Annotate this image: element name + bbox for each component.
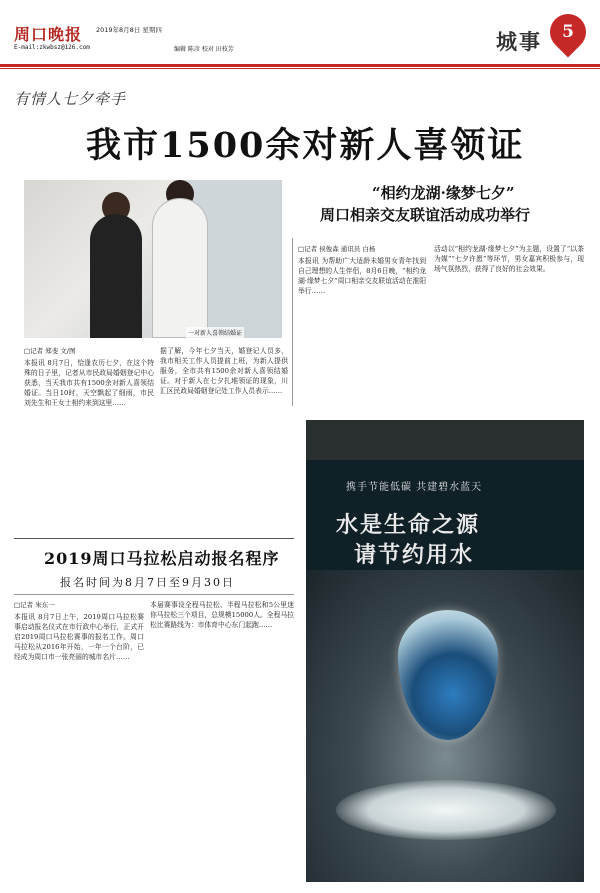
lead-headline: 我市1500余对新人喜领证 xyxy=(86,125,525,166)
ad-slogan: 携手节能低碳 共建碧水蓝天 xyxy=(346,482,483,493)
lead-photo xyxy=(24,180,282,338)
side-headline-line2: 周口相亲交友联谊活动成功举行 xyxy=(320,206,531,224)
ad-headline-line2: 请节约用水 xyxy=(354,543,475,568)
page-header xyxy=(0,0,600,70)
lead-column-1: 本报讯 8月7日，恰逢农历七夕，在这个特殊的日子里，记者从市民政局婚姻登记中心获悉，当天我市共有1500余对新人喜领结婚证。当日10时，天空飘起了细雨，市民刘先生和王女士相约来到这里…… xyxy=(24,359,154,407)
header-divider xyxy=(0,64,600,67)
section-divider xyxy=(14,538,294,539)
issue-date: 2019年8月8日 星期四 xyxy=(96,26,162,34)
marathon-subheadline: 报名时间为8月7日至9月30日 xyxy=(60,576,235,589)
marathon-headline: 2019周口马拉松启动报名程序 xyxy=(44,549,280,568)
water-splash-icon xyxy=(336,780,556,840)
marathon-divider xyxy=(14,594,294,595)
lead-column-2: 据了解，今年七夕当天，婚登记人员多，我市相关工作人员提前上班，为新人提供服务，全市共有1500余对新人喜领结婚证。对于新人在七夕扎堆领证的现象，川汇区民政局婚姻登记处工作人员表示…… xyxy=(160,347,288,395)
lead-byline: □记者 郑斐 文/图 xyxy=(24,347,76,355)
side-column-1: 本报讯 为帮助广大适龄未婚男女青年找到自己理想的人生伴侣，8月6日晚，“相约龙湖·缘梦七夕”周口相亲交友联谊活动在淮阳举行…… xyxy=(298,257,426,295)
person-bride xyxy=(90,214,142,338)
marathon-column-2: 本届赛事设全程马拉松、半程马拉松和5公里迷你马拉松三个项目，总规模15000人。全程马拉松比赛路线为：市体育中心东门起跑…… xyxy=(150,601,294,629)
person-groom xyxy=(152,198,208,338)
section-title: 城事 xyxy=(496,29,542,54)
photo-caption: 一对新人喜领结婚证 xyxy=(186,327,244,338)
header-divider-thin xyxy=(0,68,600,69)
water-saving-ad xyxy=(306,420,584,882)
column-divider xyxy=(292,238,293,406)
side-headline-line1: “相约龙湖·缘梦七夕” xyxy=(372,184,515,202)
ad-headline-line1: 水是生命之源 xyxy=(336,513,481,538)
masthead-logo: 周口晚报 xyxy=(14,25,83,44)
side-column-2: 活动以“相约龙湖·缘梦七夕”为主题，设置了“以茶为媒”“七夕许愿”等环节，男女嘉宾积极参与，现场气氛热烈，获得了良好的社会效果。 xyxy=(434,245,584,273)
marathon-column-1: 本报讯 8月7日上午，2019周口马拉松赛事启动报名仪式在市行政中心举行，正式开启2019周口马拉松赛事的报名工作。周口马拉松从2016年开始，一年一个台阶，已经成为周口市一张亮丽的城市名片…… xyxy=(14,613,144,661)
side-byline: □记者 侯俊森 通讯员 白杨 xyxy=(298,245,376,253)
editor-credits: 编辑 陈彦 校对 田枝芳 xyxy=(174,46,234,53)
page-number: 5 xyxy=(562,22,574,42)
contact-email: E-mail:zkwbsz@126.com xyxy=(14,44,90,51)
marathon-byline: □记者 朱东一 xyxy=(14,601,55,609)
lead-kicker: 有情人七夕牵手 xyxy=(14,90,127,108)
